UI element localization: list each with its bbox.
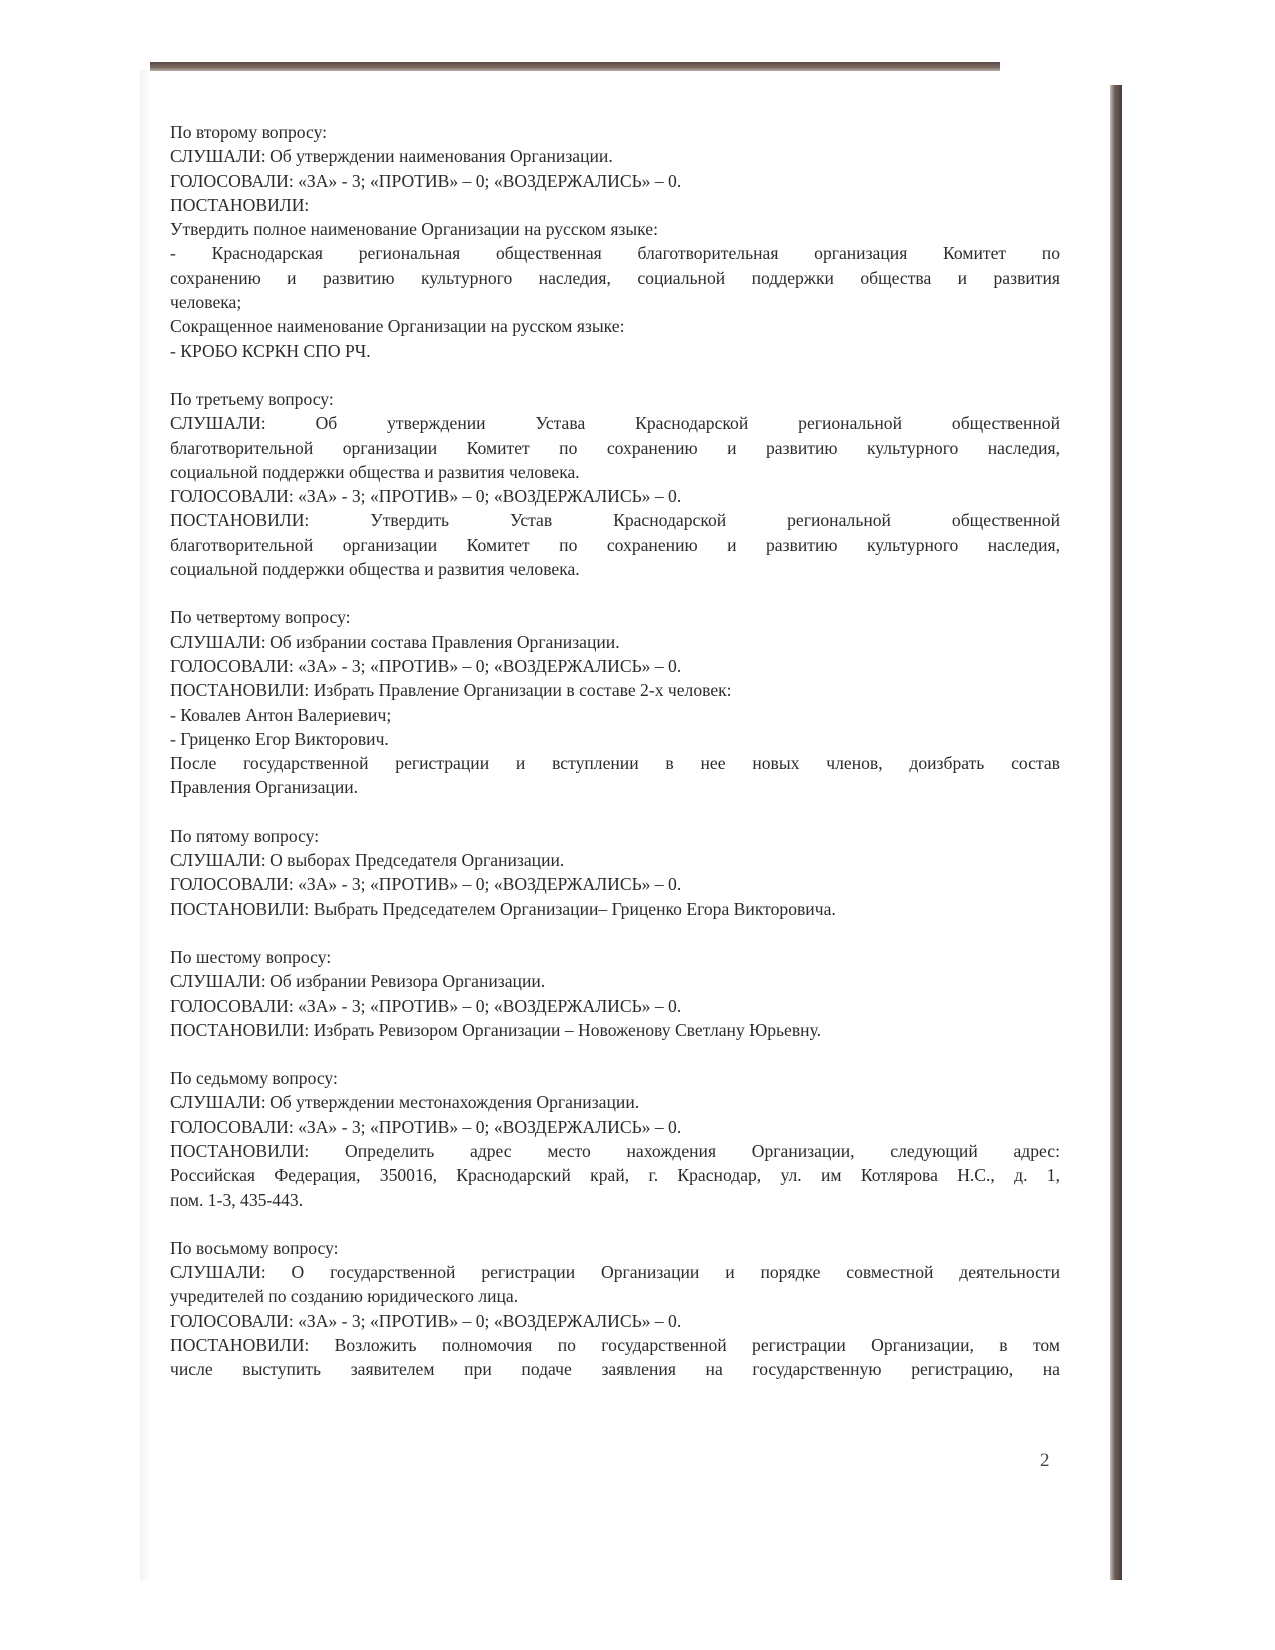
vote-line: ГОЛОСОВАЛИ: «ЗА» - 3; «ПРОТИВ» – 0; «ВОЗДЕРЖАЛИСЬ» – 0. xyxy=(170,655,682,676)
background-wood-right xyxy=(1110,85,1122,1580)
vote-line: ГОЛОСОВАЛИ: «ЗА» - 3; «ПРОТИВ» – 0; «ВОЗДЕРЖАЛИСЬ» – 0. xyxy=(170,170,682,191)
text-line: социальной поддержки общества и развития человека. xyxy=(170,461,580,482)
section-heading: По седьмому вопросу: xyxy=(170,1068,338,1089)
vote-line: ГОЛОСОВАЛИ: «ЗА» - 3; «ПРОТИВ» – 0; «ВОЗДЕРЖАЛИСЬ» – 0. xyxy=(170,1116,682,1137)
sheet-edge-shadow xyxy=(140,70,150,1580)
section-heading: По третьему вопросу: xyxy=(170,388,334,409)
section-question-8 xyxy=(170,1236,1060,1382)
heard-line: СЛУШАЛИ: Об утверждении местонахождения Организации. xyxy=(170,1092,640,1113)
section-heading: По пятому вопросу: xyxy=(170,825,320,846)
heard-line: СЛУШАЛИ: Об утверждении наименования Организации. xyxy=(170,146,613,167)
heard-line: СЛУШАЛИ: Об избрании состава Правления Организации. xyxy=(170,631,620,652)
resolved-line: ПОСТАНОВИЛИ: Утвердить Устав Краснодарской региональной общественной xyxy=(170,510,1060,531)
document-page xyxy=(170,120,1060,1406)
text-line: пом. 1-3, 435-443. xyxy=(170,1189,304,1210)
text-line: учредителей по созданию юридического лица. xyxy=(170,1286,519,1307)
section-heading: По восьмому вопросу: xyxy=(170,1237,339,1258)
text-line: Российская Федерация, 350016, Краснодарский край, г. Краснодар, ул. им Котлярова Н.С., д. 1, xyxy=(170,1165,1060,1186)
text-line: - Гриценко Егор Викторович. xyxy=(170,728,389,749)
section-question-2 xyxy=(170,120,1060,363)
resolved-line: ПОСТАНОВИЛИ: Выбрать Председателем Организации– Гриценко Егора Викторовича. xyxy=(170,898,836,919)
vote-line: ГОЛОСОВАЛИ: «ЗА» - 3; «ПРОТИВ» – 0; «ВОЗДЕРЖАЛИСЬ» – 0. xyxy=(170,995,682,1016)
text-line: человека; xyxy=(170,292,242,313)
text-line: Утвердить полное наименование Организации на русском языке: xyxy=(170,219,658,240)
vote-line: ГОЛОСОВАЛИ: «ЗА» - 3; «ПРОТИВ» – 0; «ВОЗДЕРЖАЛИСЬ» – 0. xyxy=(170,1310,682,1331)
section-question-4 xyxy=(170,605,1060,799)
heard-line: СЛУШАЛИ: Об утверждении Устава Краснодарской региональной общественной xyxy=(170,413,1060,434)
resolved-line: ПОСТАНОВИЛИ: Возложить полномочия по государственной регистрации Организации, в том xyxy=(170,1335,1060,1356)
text-line: социальной поддержки общества и развития человека. xyxy=(170,559,580,580)
text-line: благотворительной организации Комитет по сохранению и развитию культурного наследия, xyxy=(170,534,1060,555)
resolved-line: ПОСТАНОВИЛИ: xyxy=(170,194,310,215)
section-question-5 xyxy=(170,824,1060,921)
section-heading: По четвертому вопросу: xyxy=(170,607,351,628)
heard-line: СЛУШАЛИ: Об избрании Ревизора Организации. xyxy=(170,971,546,992)
heard-line: СЛУШАЛИ: О выборах Председателя Организации. xyxy=(170,850,565,871)
resolved-line: ПОСТАНОВИЛИ: Избрать Правление Организации в составе 2-х человек: xyxy=(170,680,732,701)
text-line: - Ковалев Антон Валериевич; xyxy=(170,704,392,725)
text-line: сохранению и развитию культурного наследия, социальной поддержки общества и развития xyxy=(170,267,1060,288)
text-line: Правления Организации. xyxy=(170,777,359,798)
section-question-6 xyxy=(170,945,1060,1042)
resolved-line: ПОСТАНОВИЛИ: Определить адрес место нахождения Организации, следующий адрес: xyxy=(170,1140,1060,1161)
text-line: благотворительной организации Комитет по сохранению и развитию культурного наследия, xyxy=(170,437,1060,458)
text-line: - КРОБО КСРКН СПО РЧ. xyxy=(170,340,371,361)
text-line: Сокращенное наименование Организации на русском языке: xyxy=(170,316,625,337)
section-heading: По шестому вопросу: xyxy=(170,946,332,967)
vote-line: ГОЛОСОВАЛИ: «ЗА» - 3; «ПРОТИВ» – 0; «ВОЗДЕРЖАЛИСЬ» – 0. xyxy=(170,486,682,507)
page-number: 2 xyxy=(1040,1450,1050,1471)
heard-line: СЛУШАЛИ: О государственной регистрации Организации и порядке совместной деятельности xyxy=(170,1262,1060,1283)
section-question-3 xyxy=(170,387,1060,581)
resolved-line: ПОСТАНОВИЛИ: Избрать Ревизором Организации – Новоженову Светлану Юрьевну. xyxy=(170,1019,822,1040)
text-line: - Краснодарская региональная общественная благотворительная организация Комитет по xyxy=(170,243,1060,264)
text-line: После государственной регистрации и вступлении в нее новых членов, доизбрать состав xyxy=(170,753,1060,774)
section-question-7 xyxy=(170,1066,1060,1212)
section-heading: По второму вопросу: xyxy=(170,122,328,142)
text-line: числе выступить заявителем при подаче заявления на государственную регистрацию, на xyxy=(170,1359,1060,1380)
vote-line: ГОЛОСОВАЛИ: «ЗА» - 3; «ПРОТИВ» – 0; «ВОЗДЕРЖАЛИСЬ» – 0. xyxy=(170,874,682,895)
background-wood-top xyxy=(150,62,1000,71)
